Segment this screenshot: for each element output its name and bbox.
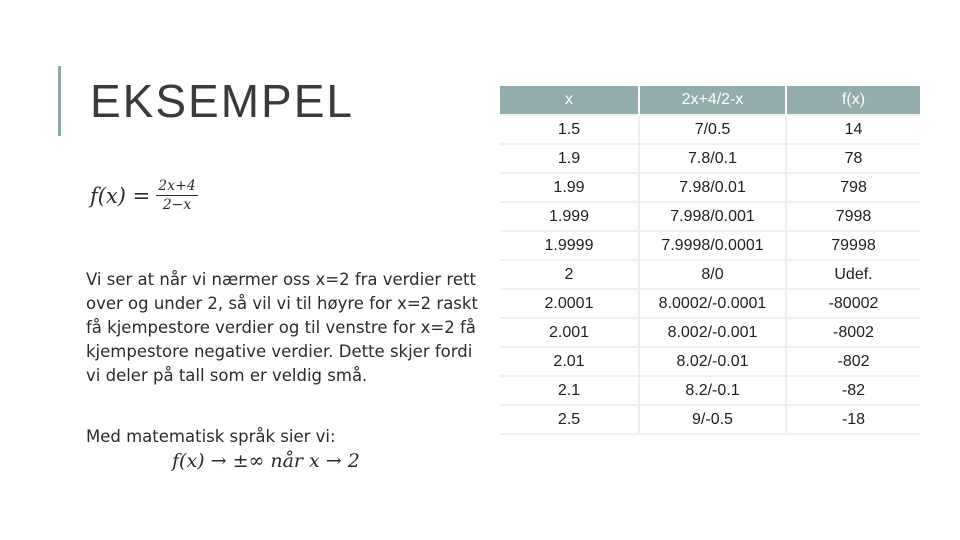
cell-fx: 798 [786,173,920,202]
cell-x: 1.9999 [500,231,639,260]
cell-x: 1.99 [500,173,639,202]
explanation-paragraph: Vi ser at når vi nærmer oss x=2 fra verdier rett over og under 2, så vil vi til høyre for x=2 raskt få kjempestore verdier og til venstre for x=2 få kjempestore negative verdier. Dette skjer fordi vi deler på tall som er veldig små. [86,270,478,385]
values-table [500,86,920,435]
cell-expression: 7.8/0.1 [639,144,786,173]
cell-fx: 78 [786,144,920,173]
cell-x: 2.0001 [500,289,639,318]
cell-fx: -82 [786,376,920,405]
title-accent-bar [58,66,61,136]
cell-fx: -802 [786,347,920,376]
cell-expression: 7.9998/0.0001 [639,231,786,260]
table-row [500,115,920,144]
cell-fx: 79998 [786,231,920,260]
table-header-row [500,86,920,115]
cell-expression: 7/0.5 [639,115,786,144]
table-body [500,115,920,434]
formula-fraction [156,178,197,213]
math-language-paragraph: Med matematisk språk sier vi: [86,427,336,446]
cell-x: 1.9 [500,144,639,173]
cell-expression: 7.98/0.01 [639,173,786,202]
cell-fx: 7998 [786,202,920,231]
header-x: x [500,86,639,115]
table-row [500,376,920,405]
table-row [500,202,920,231]
table-row [500,289,920,318]
cell-expression: 8.2/-0.1 [639,376,786,405]
cell-x: 1.5 [500,115,639,144]
table-row [500,173,920,202]
table-row [500,405,920,434]
table-row [500,347,920,376]
limit-expression: f(x) → ±∞ når x → 2 [172,450,360,472]
table-row [500,260,920,289]
cell-expression: 7.998/0.001 [639,202,786,231]
table-row [500,144,920,173]
cell-fx: Udef. [786,260,920,289]
cell-expression: 8.0002/-0.0001 [639,289,786,318]
function-formula [90,178,198,213]
cell-fx: -18 [786,405,920,434]
cell-expression: 9/-0.5 [639,405,786,434]
cell-fx: 14 [786,115,920,144]
cell-x: 1.999 [500,202,639,231]
cell-x: 2.1 [500,376,639,405]
formula-lhs: f(x) = [90,183,151,208]
formula-denominator: 2−x [162,197,192,213]
cell-expression: 8.002/-0.001 [639,318,786,347]
cell-x: 2.5 [500,405,639,434]
table-row [500,318,920,347]
cell-x: 2.001 [500,318,639,347]
slide-title: EKSEMPEL [90,75,354,127]
table-row [500,231,920,260]
header-expression: 2x+4/2-x [639,86,786,115]
cell-fx: -8002 [786,318,920,347]
cell-x: 2 [500,260,639,289]
cell-expression: 8/0 [639,260,786,289]
formula-numerator: 2x+4 [158,178,196,194]
cell-expression: 8.02/-0.01 [639,347,786,376]
cell-x: 2.01 [500,347,639,376]
cell-fx: -80002 [786,289,920,318]
header-fx: f(x) [786,86,920,115]
